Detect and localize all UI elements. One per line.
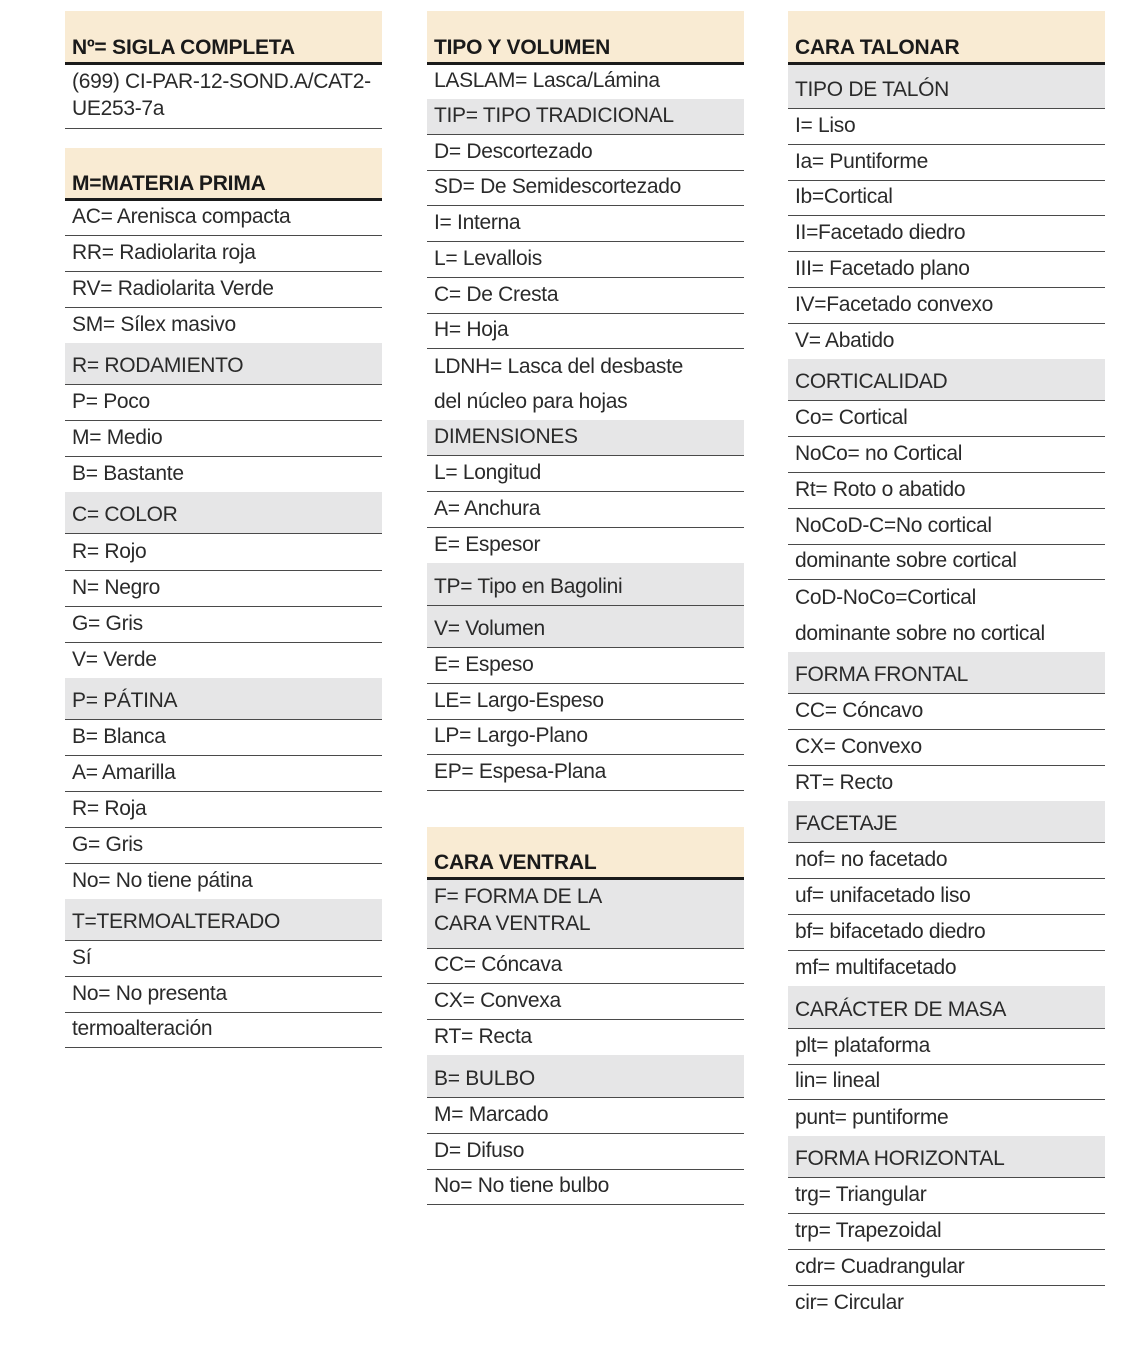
item-text: H= Hoja: [434, 318, 509, 341]
list-item: [65, 1013, 382, 1048]
list-item: [788, 843, 1105, 879]
list-item: [788, 1250, 1105, 1286]
item-text: Co= Cortical: [795, 406, 908, 429]
item-text: Rt= Roto o abatido: [795, 478, 966, 501]
subheader-row: [427, 420, 744, 456]
section-header-cara-ventral: [427, 827, 744, 880]
list-item: [788, 1029, 1105, 1065]
list-item: [427, 648, 744, 684]
item-text: V= Volumen: [434, 617, 545, 640]
item-text: dominante sobre no cortical: [795, 622, 1045, 645]
item-text: RT= Recta: [434, 1025, 532, 1048]
list-item: [427, 349, 744, 385]
list-item: [427, 1020, 744, 1055]
list-item: [65, 385, 382, 421]
item-text: P= Poco: [72, 390, 150, 413]
list-item: [427, 135, 744, 171]
item-text: E= Espeso: [434, 653, 534, 676]
list-item: [65, 864, 382, 899]
item-text: B= Blanca: [72, 725, 166, 748]
item-text: uf= unifacetado liso: [795, 884, 971, 907]
item-text: DIMENSIONES: [434, 425, 578, 448]
item-text: L= Levallois: [434, 247, 542, 270]
item-text: nof= no facetado: [795, 848, 948, 871]
item-text: I= Liso: [795, 114, 856, 137]
list-item: [427, 984, 744, 1020]
item-text: R= Rojo: [72, 540, 147, 563]
item-text: No= No presenta: [72, 982, 227, 1005]
list-item: [788, 1178, 1105, 1214]
column-2: [427, 0, 744, 1350]
list-item: [65, 571, 382, 607]
item-text: P= PÁTINA: [72, 689, 178, 712]
list-item: [788, 580, 1105, 616]
list-item: [788, 1286, 1105, 1321]
list-item: [427, 1134, 744, 1170]
list-item: [788, 473, 1105, 509]
list-item: [788, 1100, 1105, 1136]
item-text: TIP= TIPO TRADICIONAL: [434, 104, 674, 127]
list-item: [427, 456, 744, 492]
section-title: M=MATERIA PRIMA: [72, 172, 266, 195]
subheader-row: [427, 563, 744, 606]
list-item: [65, 720, 382, 756]
item-text: cir= Circular: [795, 1291, 904, 1314]
item-text: B= Bastante: [72, 462, 184, 485]
list-item: [427, 242, 744, 278]
list-item: [427, 684, 744, 720]
list-item: [788, 879, 1105, 915]
list-item: [788, 401, 1105, 437]
list-item: [65, 941, 382, 977]
item-text: LE= Largo-Espeso: [434, 689, 604, 712]
item-text: CARÁCTER DE MASA: [795, 998, 1007, 1021]
item-text: III= Facetado plano: [795, 257, 970, 280]
item-text: cdr= Cuadrangular: [795, 1255, 965, 1278]
list-item: [65, 977, 382, 1013]
list-item: [65, 457, 382, 492]
list-item: [427, 720, 744, 755]
subheader-row: [788, 359, 1105, 401]
item-text: M= Medio: [72, 426, 163, 449]
list-item: [65, 828, 382, 864]
list-item: [788, 509, 1105, 545]
list-item: [788, 1214, 1105, 1250]
item-text: V= Abatido: [795, 329, 895, 352]
item-text: CoD-NoCo=Cortical: [795, 586, 977, 609]
item-text: del núcleo para hojas: [434, 390, 628, 413]
subheader-row: [788, 1136, 1105, 1178]
list-item: [65, 272, 382, 308]
item-text: T=TERMOALTERADO: [72, 910, 281, 933]
list-item: [65, 607, 382, 643]
item-text: LDNH= Lasca del desbaste: [434, 355, 684, 378]
item-text: SM= Sílex masivo: [72, 313, 236, 336]
item-text: trg= Triangular: [795, 1183, 927, 1206]
item-text: punt= puntiforme: [795, 1106, 949, 1129]
list-item: [788, 216, 1105, 252]
list-item: [788, 324, 1105, 359]
list-item: [788, 145, 1105, 181]
list-item: [788, 252, 1105, 288]
section-header-sigla: [65, 11, 382, 65]
item-text: SD= De Semidescortezado: [434, 175, 681, 198]
subheader-row: [427, 1055, 744, 1098]
section-header-tipo-volumen: [427, 11, 744, 65]
list-item: [427, 1170, 744, 1205]
item-text: D= Descortezado: [434, 140, 593, 163]
subheader-row: [788, 801, 1105, 843]
list-item: [788, 616, 1105, 652]
list-item: [65, 756, 382, 792]
subheader-row: [788, 652, 1105, 694]
item-text: lin= lineal: [795, 1069, 880, 1092]
list-item: [427, 492, 744, 528]
item-text: A= Anchura: [434, 497, 541, 520]
item-text: LASLAM= Lasca/Lámina: [434, 69, 660, 92]
item-text: N= Negro: [72, 576, 161, 599]
list-item: [427, 755, 744, 791]
list-item: [65, 421, 382, 457]
subheader-row: [65, 492, 382, 534]
item-text: CX= Convexa: [434, 989, 561, 1012]
list-item: [65, 534, 382, 571]
item-text: RR= Radiolarita roja: [72, 241, 256, 264]
subheader-row: [427, 99, 744, 135]
item-text: V= Verde: [72, 648, 157, 671]
section-header-materia-prima: [65, 148, 382, 201]
item-text: C= COLOR: [72, 503, 178, 526]
list-item: [427, 1098, 744, 1134]
item-text: A= Amarilla: [72, 761, 176, 784]
sigla-value-row: [65, 65, 382, 129]
list-item: [427, 65, 744, 99]
item-text: RV= Radiolarita Verde: [72, 277, 274, 300]
item-text: FORMA HORIZONTAL: [795, 1147, 1005, 1170]
item-text: R= Roja: [72, 797, 147, 820]
item-text: CC= Cóncava: [434, 953, 563, 976]
list-item: [788, 181, 1105, 216]
list-item: [65, 792, 382, 828]
section-header-cara-talonar: [788, 11, 1105, 65]
item-text: Ia= Puntiforme: [795, 150, 928, 173]
item-text: LP= Largo-Plano: [434, 724, 588, 747]
item-text: G= Gris: [72, 612, 143, 635]
item-text: G= Gris: [72, 833, 143, 856]
list-item: [788, 288, 1105, 324]
subheader-row: [788, 65, 1105, 109]
item-text: mf= multifacetado: [795, 956, 957, 979]
list-item: [788, 109, 1105, 145]
item-text: IV=Facetado convexo: [795, 293, 994, 316]
subheader-row: [788, 986, 1105, 1029]
list-item: [427, 314, 744, 349]
list-item: [788, 951, 1105, 986]
item-text: TIPO DE TALÓN: [795, 78, 950, 101]
item-text: M= Marcado: [434, 1103, 549, 1126]
item-text: II=Facetado diedro: [795, 221, 966, 244]
item-text: F= FORMA DE LA CARA VENTRAL: [434, 885, 602, 935]
list-item: [65, 643, 382, 678]
section-title: CARA VENTRAL: [434, 851, 597, 874]
list-item: [788, 915, 1105, 951]
list-item: [427, 528, 744, 563]
item-text: CX= Convexo: [795, 735, 922, 758]
item-text: CC= Cóncavo: [795, 699, 924, 722]
item-text: NoCo= no Cortical: [795, 442, 963, 465]
list-item: [788, 694, 1105, 730]
item-text: L= Longitud: [434, 461, 542, 484]
item-text: AC= Arenisca compacta: [72, 205, 291, 228]
item-text: I= Interna: [434, 211, 521, 234]
sigla-value: (699) CI-PAR-12-SOND.A/CAT2- UE253-7a: [72, 70, 371, 120]
item-text: FORMA FRONTAL: [795, 663, 969, 686]
item-text: trp= Trapezoidal: [795, 1219, 942, 1242]
subheader-row: [427, 880, 744, 949]
item-text: RT= Recto: [795, 771, 893, 794]
item-text: No= No tiene bulbo: [434, 1174, 609, 1197]
list-item: [427, 171, 744, 206]
item-text: C= De Cresta: [434, 283, 559, 306]
item-text: E= Espesor: [434, 533, 541, 556]
list-item: [65, 201, 382, 236]
item-text: NoCoD-C=No cortical: [795, 514, 992, 537]
list-item: [788, 545, 1105, 580]
list-item: [65, 236, 382, 272]
item-text: bf= bifacetado diedro: [795, 920, 986, 943]
item-text: B= BULBO: [434, 1067, 535, 1090]
item-text: Ib=Cortical: [795, 185, 893, 208]
item-text: CORTICALIDAD: [795, 370, 948, 393]
column-1: [65, 0, 382, 1350]
list-item: [65, 308, 382, 343]
subheader-row: [65, 899, 382, 941]
item-text: FACETAJE: [795, 812, 898, 835]
list-item: [427, 385, 744, 420]
list-item: [427, 206, 744, 242]
item-text: Sí: [72, 946, 92, 969]
section-title: Nº= SIGLA COMPLETA: [72, 36, 295, 59]
subheader-row: [427, 606, 744, 648]
item-text: plt= plataforma: [795, 1034, 930, 1057]
item-text: D= Difuso: [434, 1139, 525, 1162]
list-item: [788, 766, 1105, 801]
item-text: EP= Espesa-Plana: [434, 760, 607, 783]
item-text: dominante sobre cortical: [795, 549, 1017, 572]
subheader-row: [65, 678, 382, 720]
section-title: TIPO Y VOLUMEN: [434, 36, 611, 59]
list-item: [427, 949, 744, 984]
list-item: [427, 278, 744, 314]
list-item: [788, 1065, 1105, 1100]
column-3: [788, 0, 1105, 1350]
item-text: TP= Tipo en Bagolini: [434, 575, 623, 598]
item-text: No= No tiene pátina: [72, 869, 253, 892]
list-item: [788, 437, 1105, 473]
section-title: CARA TALONAR: [795, 36, 960, 59]
subheader-row: [65, 343, 382, 385]
list-item: [788, 730, 1105, 766]
item-text: termoalteración: [72, 1017, 213, 1040]
item-text: R= RODAMIENTO: [72, 354, 244, 377]
